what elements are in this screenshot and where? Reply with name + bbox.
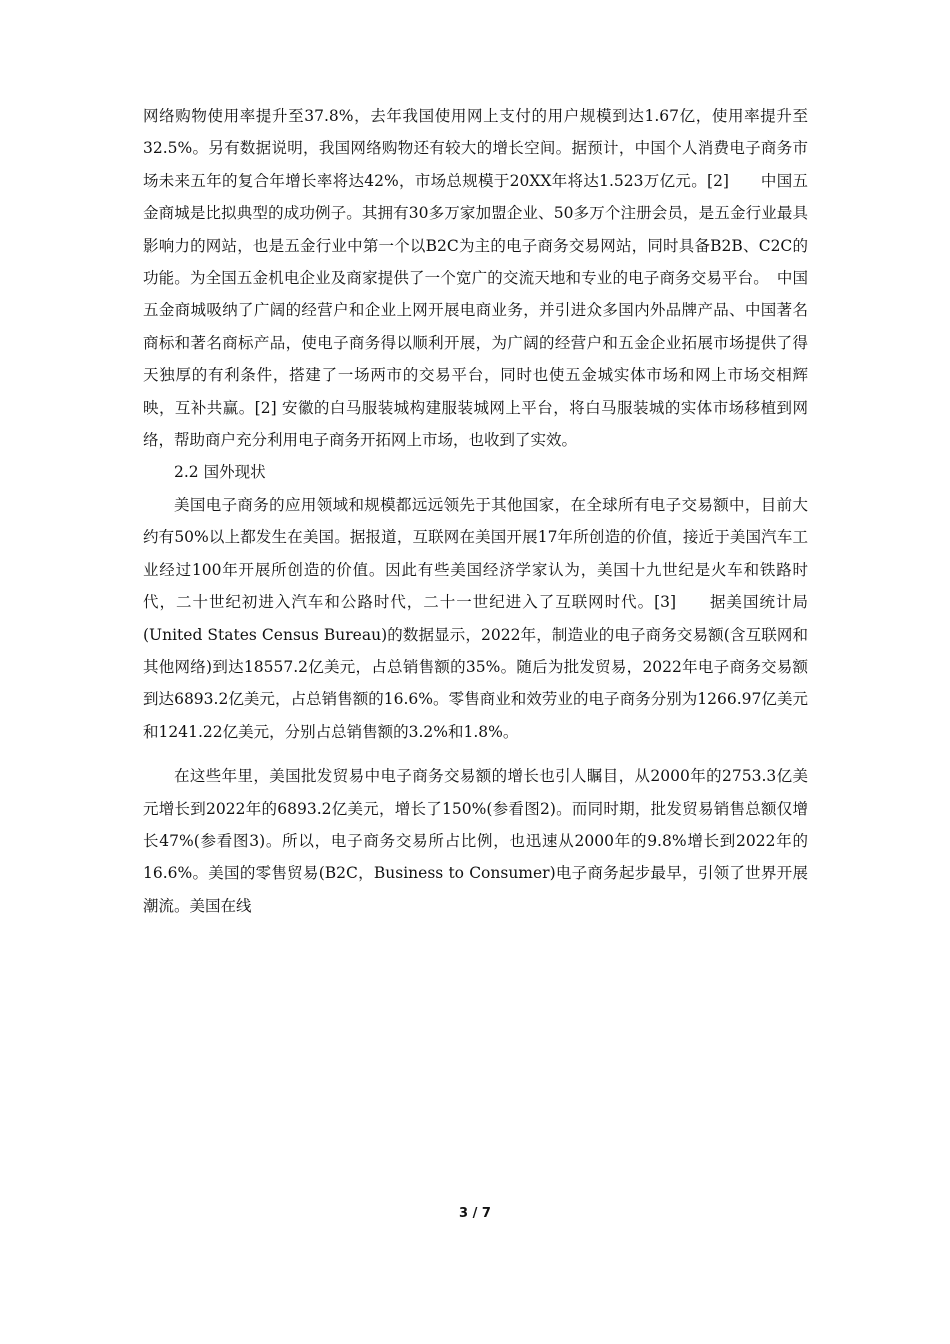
section-heading: 2.2 国外现状	[174, 463, 266, 482]
paragraph-us-wholesale: 在这些年里，美国批发贸易中电子商务交易额的增长也引人瞩目，从2000年的2753.3亿美元增长到2022年的6893.2亿美元，增长了150%(参看图2)。而同时期，批发贸易销售总额仅增长47%(参看图3)。所以，电子商务交易所占比例，也迅速从2000年的9.8%增长到2022年的16.6%。美国的零售贸易(B2C，Business to Consumer)电子商务起步最早，引领了世界开展潮流。美国在线	[143, 767, 808, 915]
page-number: 3 / 7	[459, 1206, 491, 1221]
document-body	[143, 100, 808, 922]
paragraph-us-overview: 美国电子商务的应用领域和规模都远远领先于其他国家，在全球所有电子交易额中，目前大约有50%以上都发生在美国。据报道，互联网在美国开展17年所创造的价值，接近于美国汽车工业经过100年开展所创造的价值。因此有些美国经济学家认为，美国十九世纪是火车和铁路时代，二十世纪初进入汽车和公路时代，二十一世纪进入了互联网时代。[3] 据美国统计局(United States Census Bureau)的数据显示，2022年，制造业的电子商务交易额(含互联网和其他网络)到达18557.2亿美元，占总销售额的35%。随后为批发贸易，2022年电子商务交易额到达6893.2亿美元，占总销售额的16.6%。零售商业和效劳业的电子商务分别为1266.97亿美元和1241.22亿美元，分别占总销售额的3.2%和1.8%。	[143, 495, 808, 741]
paragraph-domestic-status: 网络购物使用率提升至37.8%，去年我国使用网上支付的用户规模到达1.67亿，使用率提升至32.5%。另有数据说明，我国网络购物还有较大的增长空间。据预计，中国个人消费电子商务市场未来五年的复合年增长率将达42%，市场总规模于20XX年将达1.523万亿元。[2] 中国五金商城是比拟典型的成功例子。其拥有30多万家加盟企业、50多万个注册会员，是五金行业最具影响力的网站，也是五金行业中第一个以B2C为主的电子商务交易网站，同时具备B2B、C2C的功能。为全国五金机电企业及商家提供了一个宽广的交流天地和专业的电子商务交易平台。 中国五金商城吸纳了广阔的经营户和企业上网开展电商业务，并引进众多国内外品牌产品、中国著名商标和著名商标产品，使电子商务得以顺利开展，为广阔的经营户和五金企业拓展市场提供了得天独厚的有利条件，搭建了一场两市的交易平台，同时也使五金城实体市场和网上市场交相辉映，互补共赢。[2] 安徽的白马服装城构建服装城网上平台，将白马服装城的实体市场移植到网络，帮助商户充分利用电子商务开拓网上市场，也收到了实效。	[143, 107, 808, 450]
